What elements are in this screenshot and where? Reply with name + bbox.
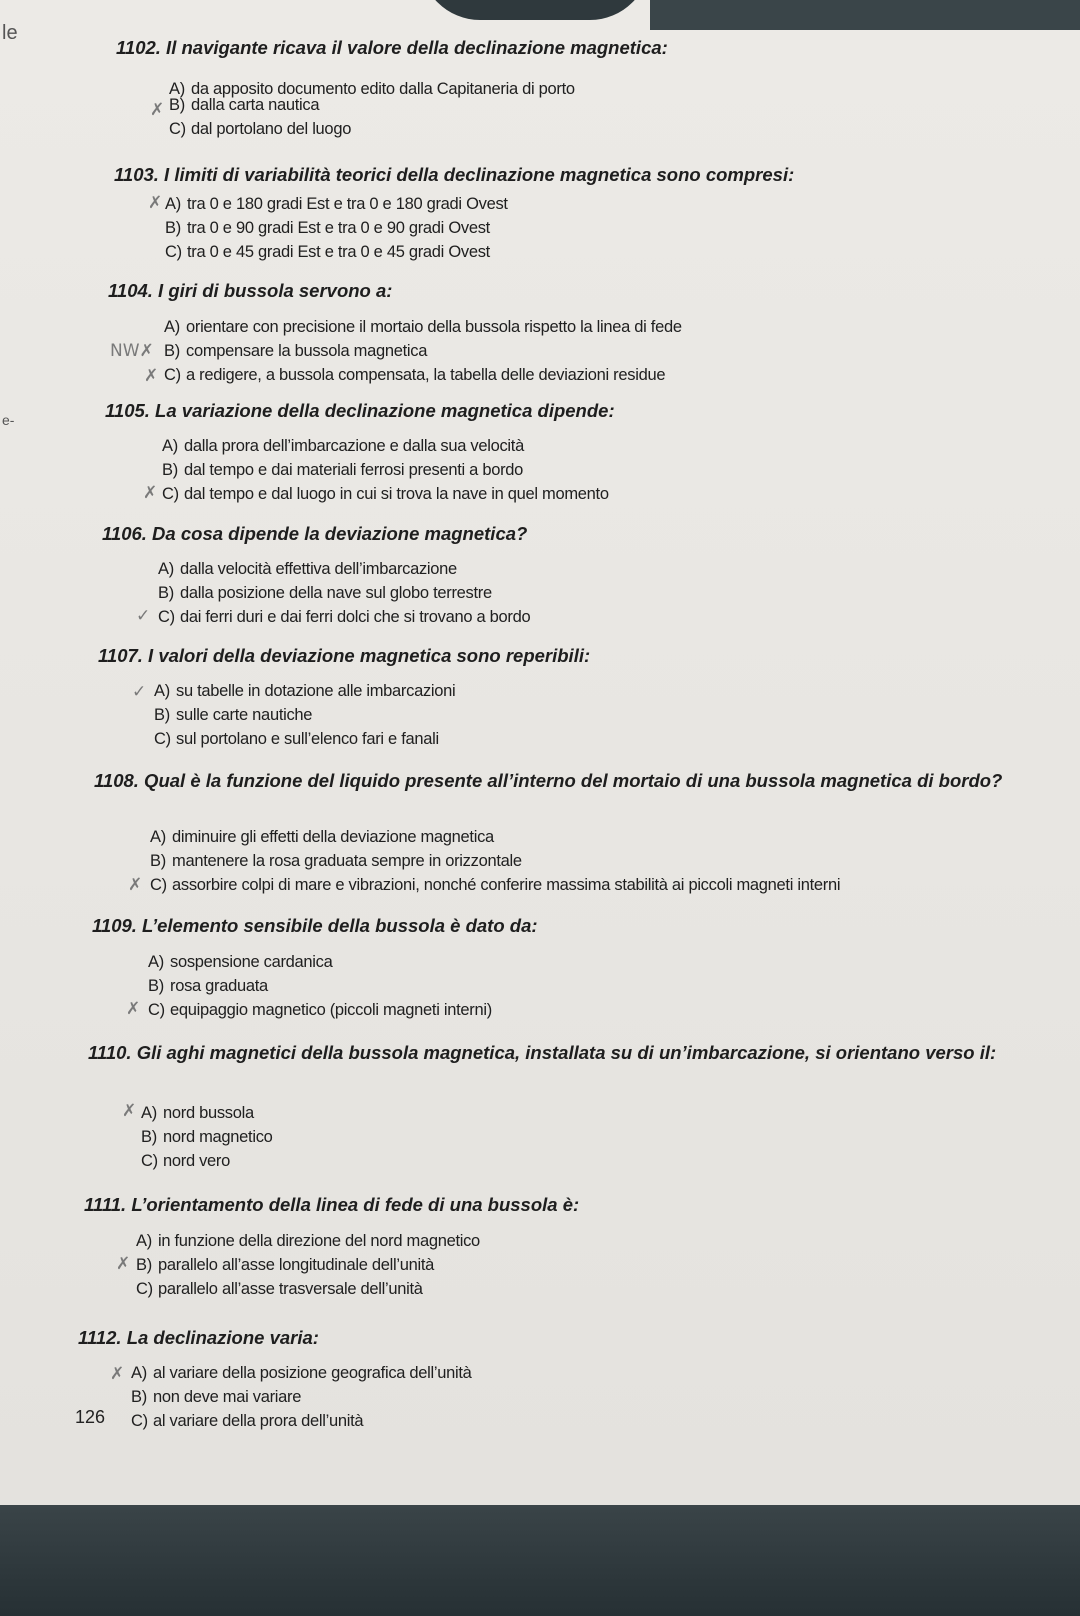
handwritten-mark: ✗: [148, 193, 163, 213]
option-1102-c[interactable]: C) dal portolano del luogo: [169, 120, 352, 138]
handwritten-mark: ✗: [150, 100, 165, 120]
handwritten-mark: ✓: [132, 682, 147, 702]
option-1107-b[interactable]: B) sulle carte nautiche: [154, 706, 313, 724]
margin-mark: le: [2, 22, 18, 44]
option-1106-c[interactable]: C) dai ferri duri e dai ferri dolci che si trovano a bordo: [158, 608, 531, 626]
handwritten-mark: ✗: [116, 1254, 131, 1274]
option-1103-c[interactable]: C) tra 0 e 45 gradi Est e tra 0 e 45 gradi Ovest: [165, 243, 490, 261]
question-1111: 1111. L’orientamento della linea di fede di una bussola è:: [84, 1194, 580, 1215]
question-1107: 1107. I valori della deviazione magnetica sono reperibili:: [98, 645, 591, 666]
option-1104-b[interactable]: B) compensare la bussola magnetica: [164, 342, 428, 360]
option-1112-a[interactable]: A) al variare della posizione geografica dell’unità: [131, 1364, 472, 1382]
option-1110-a[interactable]: A) nord bussola: [141, 1104, 254, 1122]
option-1107-c[interactable]: C) sul portolano e sull’elenco fari e fanali: [154, 730, 439, 748]
background-strip: [650, 0, 1080, 30]
question-1108: 1108. Qual è la funzione del liquido presente all’interno del mortaio di una bussola magnetica di bordo?: [94, 770, 1003, 791]
page-number: 126: [75, 1407, 106, 1427]
margin-mark: e-: [2, 412, 15, 428]
question-1103: 1103. I limiti di variabilità teorici della declinazione magnetica sono compresi:: [114, 164, 795, 185]
handwritten-mark: ✗: [110, 1364, 125, 1384]
option-1108-b[interactable]: B) mantenere la rosa graduata sempre in orizzontale: [150, 852, 522, 870]
option-1104-a[interactable]: A) orientare con precisione il mortaio della bussola rispetto la linea di fede: [164, 318, 682, 336]
option-1102-a[interactable]: A) da apposito documento edito dalla Capitaneria di porto: [169, 80, 575, 98]
handwritten-mark: ✗: [126, 999, 141, 1019]
option-1111-c[interactable]: C) parallelo all’asse trasversale dell’unità: [136, 1280, 423, 1298]
question-1106: 1106. Da cosa dipende la deviazione magnetica?: [102, 523, 528, 544]
question-1102: 1102. Il navigante ricava il valore della declinazione magnetica:: [116, 37, 668, 58]
handwritten-mark: ✗: [128, 875, 143, 895]
option-1110-b[interactable]: B) nord magnetico: [141, 1128, 273, 1146]
option-1105-a[interactable]: A) dalla prora dell’imbarcazione e dalla sua velocità: [162, 437, 524, 455]
question-1109: 1109. L’elemento sensibile della bussola è dato da:: [92, 915, 538, 936]
option-1107-a[interactable]: A) su tabelle in dotazione alle imbarcazioni: [154, 682, 456, 700]
option-1109-a[interactable]: A) sospensione cardanica: [148, 953, 333, 971]
question-1112: 1112. La declinazione varia:: [78, 1327, 319, 1348]
option-1112-c[interactable]: C) al variare della prora dell’unità: [131, 1412, 364, 1430]
option-1109-c[interactable]: C) equipaggio magnetico (piccoli magneti interni): [148, 1001, 492, 1019]
option-1109-b[interactable]: B) rosa graduata: [148, 977, 268, 995]
handwritten-mark: NW✗: [110, 341, 154, 361]
question-1110: 1110. Gli aghi magnetici della bussola magnetica, installata su di un’imbarcazione, si orientano verso il:: [88, 1042, 997, 1063]
option-1108-c[interactable]: C) assorbire colpi di mare e vibrazioni, nonché conferire massima stabilità ai piccoli magneti interni: [150, 876, 841, 894]
question-1104: 1104. I giri di bussola servono a:: [108, 280, 393, 301]
desk-background: [0, 1505, 1080, 1616]
option-1111-a[interactable]: A) in funzione della direzione del nord magnetico: [136, 1232, 480, 1250]
option-1103-a[interactable]: A) tra 0 e 180 gradi Est e tra 0 e 180 gradi Ovest: [165, 195, 508, 213]
option-1106-a[interactable]: A) dalla velocità effettiva dell’imbarcazione: [158, 560, 457, 578]
option-1105-b[interactable]: B) dal tempo e dai materiali ferrosi presenti a bordo: [162, 461, 524, 479]
option-1102-b[interactable]: B) dalla carta nautica: [169, 96, 320, 114]
option-1103-b[interactable]: B) tra 0 e 90 gradi Est e tra 0 e 90 gradi Ovest: [165, 219, 490, 237]
option-1104-c[interactable]: C) a redigere, a bussola compensata, la tabella delle deviazioni residue: [164, 366, 666, 384]
option-1106-b[interactable]: B) dalla posizione della nave sul globo terrestre: [158, 584, 492, 602]
handwritten-mark: ✓: [136, 606, 151, 626]
option-1108-a[interactable]: A) diminuire gli effetti della deviazione magnetica: [150, 828, 494, 846]
option-1110-c[interactable]: C) nord vero: [141, 1152, 231, 1170]
handwritten-mark: ✗: [144, 366, 159, 386]
option-1105-c[interactable]: C) dal tempo e dal luogo in cui si trova la nave in quel momento: [162, 485, 609, 503]
page-clip-shadow: [420, 0, 650, 20]
question-1105: 1105. La variazione della declinazione magnetica dipende:: [105, 400, 615, 421]
option-1111-b[interactable]: B) parallelo all’asse longitudinale dell’unità: [136, 1256, 435, 1274]
handwritten-mark: ✗: [143, 483, 158, 503]
handwritten-mark: ✗: [122, 1101, 137, 1121]
option-1112-b[interactable]: B) non deve mai variare: [131, 1388, 302, 1406]
